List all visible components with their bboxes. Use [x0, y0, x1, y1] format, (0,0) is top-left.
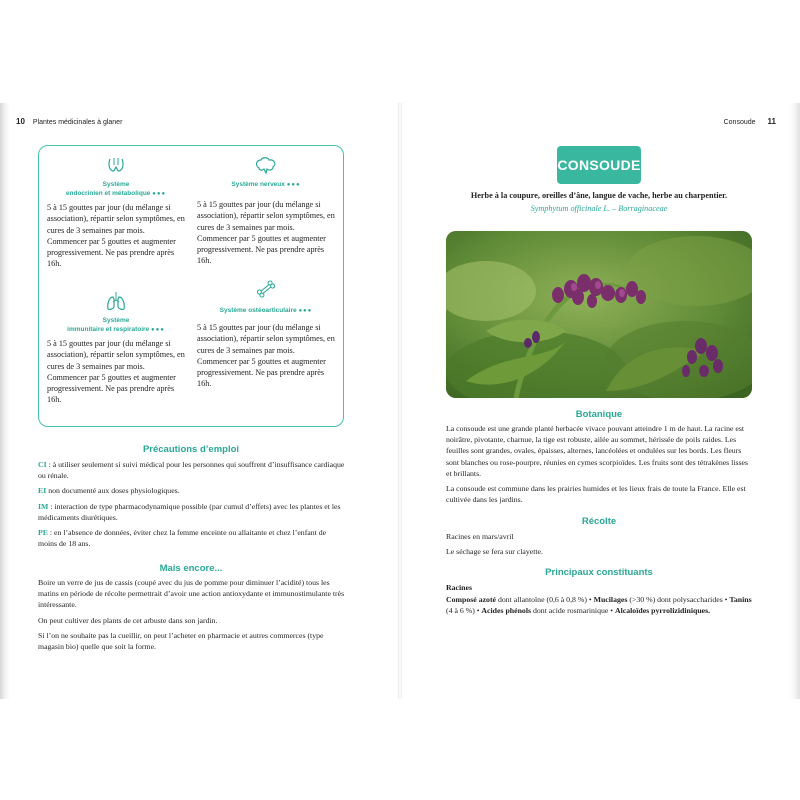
system-immune: [47, 290, 185, 406]
system-endocrine: [47, 156, 185, 270]
botany-paragraph: La consoude est une grande planté herbacée vivace pouvant atteindre 1 m de haut. La racine est noirâtre, pivotante, charnue, la tige est robuste, ailée au sommet, hérissée de poils raides. Les feuilles sont grandes, ovales, épaisses, alternes, lancéolées et ondulées sur les bords. Les fleurs sont blanches ou rose-pourpre, réunies en cymes scorpioïdes. Les fruits sont des tétrakènes lisses et brillants.: [446, 424, 749, 478]
left-running-head: [16, 117, 122, 126]
botany-heading: Botanique: [575, 409, 623, 420]
plant-title: CONSOUDE: [557, 146, 641, 184]
thyroid-icon: [105, 156, 127, 176]
botany-text: [446, 423, 754, 509]
system-title: Système immunitaire et respiratoire ●●●: [67, 317, 165, 333]
system-nervous: [197, 156, 335, 267]
left-page: [0, 103, 400, 699]
more-paragraph: Boire un verre de jus de cassis (coupé avec du jus de pomme pour diminuer l’acidité) tous les matins en période de récolte permettrait d’avoir une action antioxydante et immunostimulante très intéressante.: [38, 578, 345, 610]
more-heading: Mais encore...: [159, 563, 223, 574]
right-running-title: Consoude: [723, 119, 756, 126]
precautions-list: [38, 459, 346, 553]
precaution-im: IM : interaction de type pharmacodynamique possible (par cumul d’effets) avec les plantes et les médicaments diurétiques.: [38, 501, 341, 522]
book-gutter: [398, 103, 402, 699]
more-paragraph: Si l’on ne souhaite pas la cueillir, on peut l’acheter en pharmacie et autres commerces (type magasin bio) quelle que soit la forme.: [38, 630, 324, 652]
comfrey-flowers-photo: [446, 231, 752, 398]
precaution-ci: CI : à utiliser seulement si suivi médical pour les personnes qui souffrent d’insuffisance cardiaque ou rénale.: [38, 460, 345, 481]
constituents-text: [446, 582, 754, 621]
constituents-list: Composé azoté dont allantoïne (0,6 à 0,8 %) • Mucilages (>30 %) dont polysaccharides • Tanins (4 à 6 %) • Acides phénols dont acide rosmarinique • Alcaloïdes pyrrolizidiniques.: [446, 595, 752, 616]
system-title: Système endocrinien et métabolique ●●●: [65, 181, 167, 197]
system-dosage-text: 5 à 15 gouttes par jour (du mélange si association), répartir selon symptômes, en cures de 3 semaines par mois. Commencer par 5 gouttes et augmenter progressivement. Ne pas prendre après 16h.: [197, 200, 335, 266]
bone-icon: [254, 278, 278, 300]
left-running-title: Plantes médicinales à glaner: [32, 119, 123, 126]
system-dosage-text: 5 à 15 gouttes par jour (du mélange si association), répartir selon symptômes, en cures de 3 semaines par mois. Commencer par 5 gouttes et augmenter progressivement. Ne pas prendre après 16h.: [197, 323, 335, 389]
botany-paragraph: La consoude est commune dans les prairies humides et les lieux frais de toute la France. Elle est cultivée dans les jardins.: [446, 484, 746, 505]
comfrey-photo-illustration: [446, 231, 752, 398]
right-page-number: 11: [767, 117, 776, 126]
lungs-icon: [105, 290, 127, 312]
systems-box: [38, 145, 344, 427]
common-names: Herbe à la coupure, oreilles d’âne, langue de vache, herbe au charpentier.: [470, 191, 728, 200]
more-text: [38, 577, 346, 656]
system-dosage-text: 5 à 15 gouttes par jour (du mélange si association), répartir selon symptômes, en cures de 3 semaines par mois. Commencer par 5 gouttes et augmenter progressivement. Ne pas prendre après 16h.: [47, 203, 185, 269]
precaution-pe: PE : en l’absence de données, éviter chez la femme enceinte ou allaitante et chez l’enfant de moins de 18 ans.: [38, 528, 327, 549]
latin-name: Symphytum officinale L. – Borraginaceae: [530, 204, 668, 213]
system-dosage-text: 5 à 15 gouttes par jour (du mélange si association), répartir selon symptômes, en cures de 3 semaines par mois. Commencer par 5 gouttes et augmenter progressivement. Ne pas prendre après 16h.: [47, 339, 185, 405]
right-running-head: [724, 117, 776, 126]
harvest-paragraph: Le séchage se fera sur clayette.: [446, 547, 543, 557]
system-title: Système ostéoarticulaire ●●●: [219, 307, 313, 314]
brain-icon: [254, 156, 278, 176]
constituents-heading: Principaux constituants: [545, 567, 653, 578]
harvest-heading: Récolte: [581, 516, 617, 527]
more-paragraph: On peut cultiver des plants de cet arbuste dans son jardin.: [38, 615, 218, 625]
constituents-subheading: Racines: [446, 583, 472, 592]
precautions-heading: Précautions d’emploi: [142, 444, 240, 455]
system-title: Système nerveux ●●●: [231, 181, 301, 188]
right-page: [400, 103, 800, 699]
system-osteoarticular: [197, 278, 335, 390]
harvest-paragraph: Racines en mars/avril: [446, 532, 514, 541]
harvest-text: [446, 531, 754, 561]
left-page-number: 10: [16, 117, 25, 126]
precaution-ei: EI non documenté aux doses physiologiques.: [38, 486, 180, 496]
